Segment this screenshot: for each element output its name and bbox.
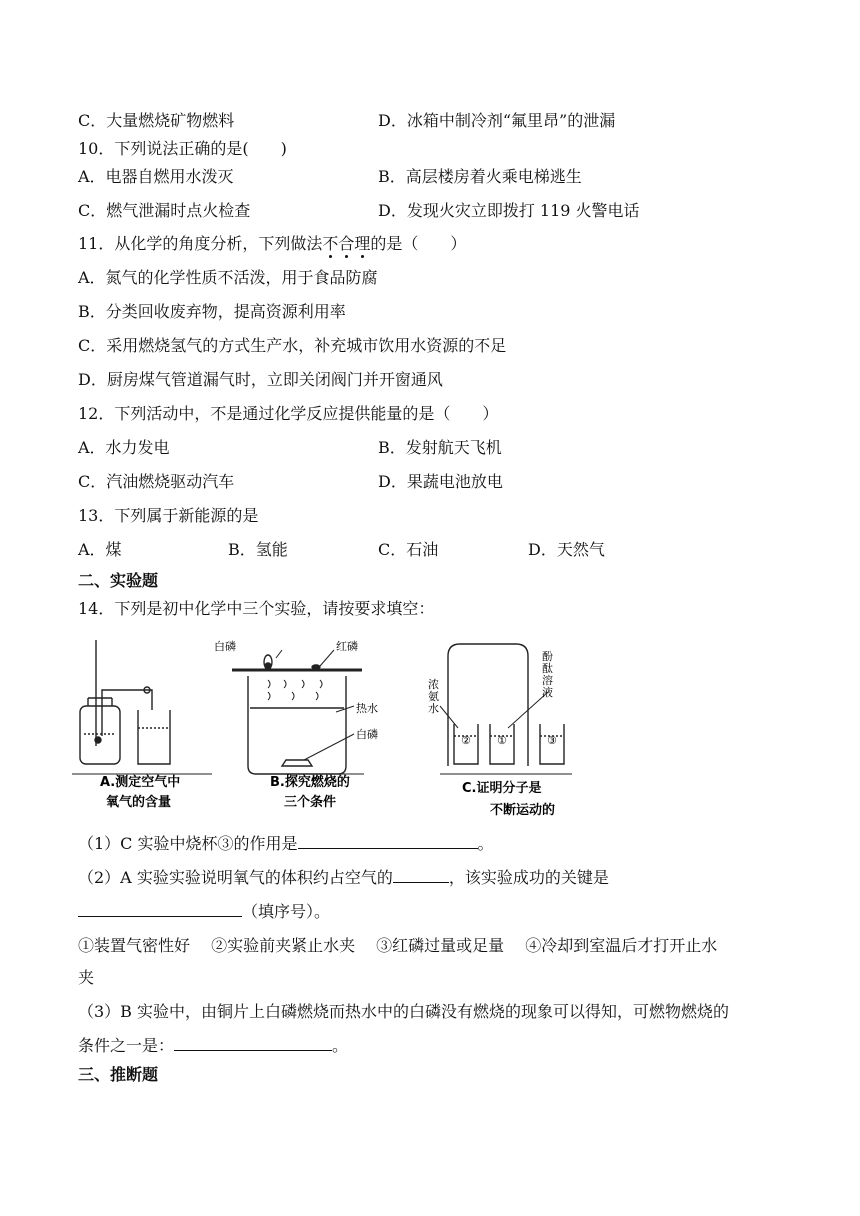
answer-blank-1[interactable] [298,834,478,849]
q12-option-d: D．果蔬电池放电 [378,472,503,491]
caption-a-line2: 氧气的含量 [106,795,172,810]
label-ammonia-1: 浓 [428,678,439,691]
q11-option-b: B．分类回收废弃物，提高资源利用率 [78,302,346,321]
q14-part2-cont: （填序号）。 [78,901,330,923]
q10-stem: 10．下列说法正确的是( ) [78,139,287,158]
beaker-3-label: ③ [547,734,557,747]
caption-c-line2: 不断运动的 [490,803,556,818]
beaker-2-label: ② [461,734,471,747]
answer-blank-2[interactable] [393,868,449,883]
label-hot-water: 热水 [356,702,378,715]
label-phenol-2: 酞 [542,662,553,675]
caption-b-line2: 三个条件 [284,795,337,810]
q14-part2-options-wrap: 夹 [78,968,95,987]
q12-option-b: B．发射航天飞机 [378,438,502,457]
q13-option-c: C．石油 [378,540,439,559]
caption-a-line1: A.测定空气中 [100,775,181,790]
label-ammonia-2: 氨 [428,690,439,703]
q14-part2: （2）A 实验实验说明氧气的体积约占空气的 ，该实验成功的关键是 [78,868,609,887]
q11-stem: 11．从化学的角度分析，下列做法不合理的是（ ） [78,234,467,253]
q11-option-a: A．氮气的化学性质不活泼，用于食品防腐 [78,268,378,287]
emphasis-char: 合 [338,234,355,253]
q11-option-d: D．厨房煤气管道漏气时，立即关闭阀门并开窗通风 [78,370,443,389]
beaker-1-label: ① [497,734,507,747]
experiment-figure [72,636,592,824]
emphasis-char: 不 [322,234,339,253]
q13-option-d: D．天然气 [528,540,605,559]
q10-option-c: C．燃气泄漏时点火检查 [78,201,251,220]
q14-stem: 14．下列是初中化学中三个实验，请按要求填空： [78,599,435,618]
label-phenol-1: 酚 [542,650,553,663]
apparatus-a [80,640,170,764]
q10-option-d: D．发现火灾立即拨打 119 火警电话 [378,201,640,220]
apparatus-b [232,650,362,774]
label-ammonia-3: 水 [428,702,439,715]
q11-option-c: C．采用燃烧氢气的方式生产水，补充城市饮用水资源的不足 [78,336,507,355]
label-white-phosphorus-2: 白磷 [356,728,378,741]
q14-part2-options: ①装置气密性好 ②实验前夹紧止水夹 ③红磷过量或足量 ④冷却到室温后才打开止水 [78,936,718,955]
q13-option-a: A．煤 [78,540,122,559]
emphasis-char: 理 [354,234,371,253]
q14-part3: （3）B 实验中，由铜片上白磷燃烧而热水中的白磷没有燃烧的现象可以得知，可燃物燃烧的 [78,1002,730,1021]
q14-part1: （1）C 实验中烧杯③的作用是 。 [78,834,494,853]
label-white-phosphorus: 白磷 [214,640,236,653]
section-heading-experiment: 二、实验题 [78,571,159,590]
q13-stem: 13．下列属于新能源的是 [78,506,259,525]
answer-blank-4[interactable] [174,1036,332,1051]
label-red-phosphorus: 红磷 [336,640,358,653]
q9-option-c: C．大量燃烧矿物燃料 [78,111,235,130]
label-phenol-4: 液 [542,686,553,699]
label-phenol-3: 溶 [542,674,553,687]
q13-option-b: B．氢能 [228,540,288,559]
q12-stem: 12．下列活动中，不是通过化学反应提供能量的是（ ） [78,404,499,423]
section-heading-inference: 三、推断题 [78,1065,159,1084]
q9-option-d: D．冰箱中制冷剂“氟里昂”的泄漏 [378,111,616,130]
q10-option-a: A．电器自燃用水泼灭 [78,167,234,186]
q12-option-a: A．水力发电 [78,438,170,457]
q10-option-b: B．高层楼房着火乘电梯逃生 [378,167,582,186]
caption-b-line1: B.探究燃烧的 [270,775,350,790]
answer-blank-3[interactable] [78,902,242,917]
q14-part3-cont: 条件之一是： 。 [78,1036,349,1055]
caption-c-line1: C.证明分子是 [462,781,542,796]
q12-option-c: C．汽油燃烧驱动汽车 [78,472,235,491]
